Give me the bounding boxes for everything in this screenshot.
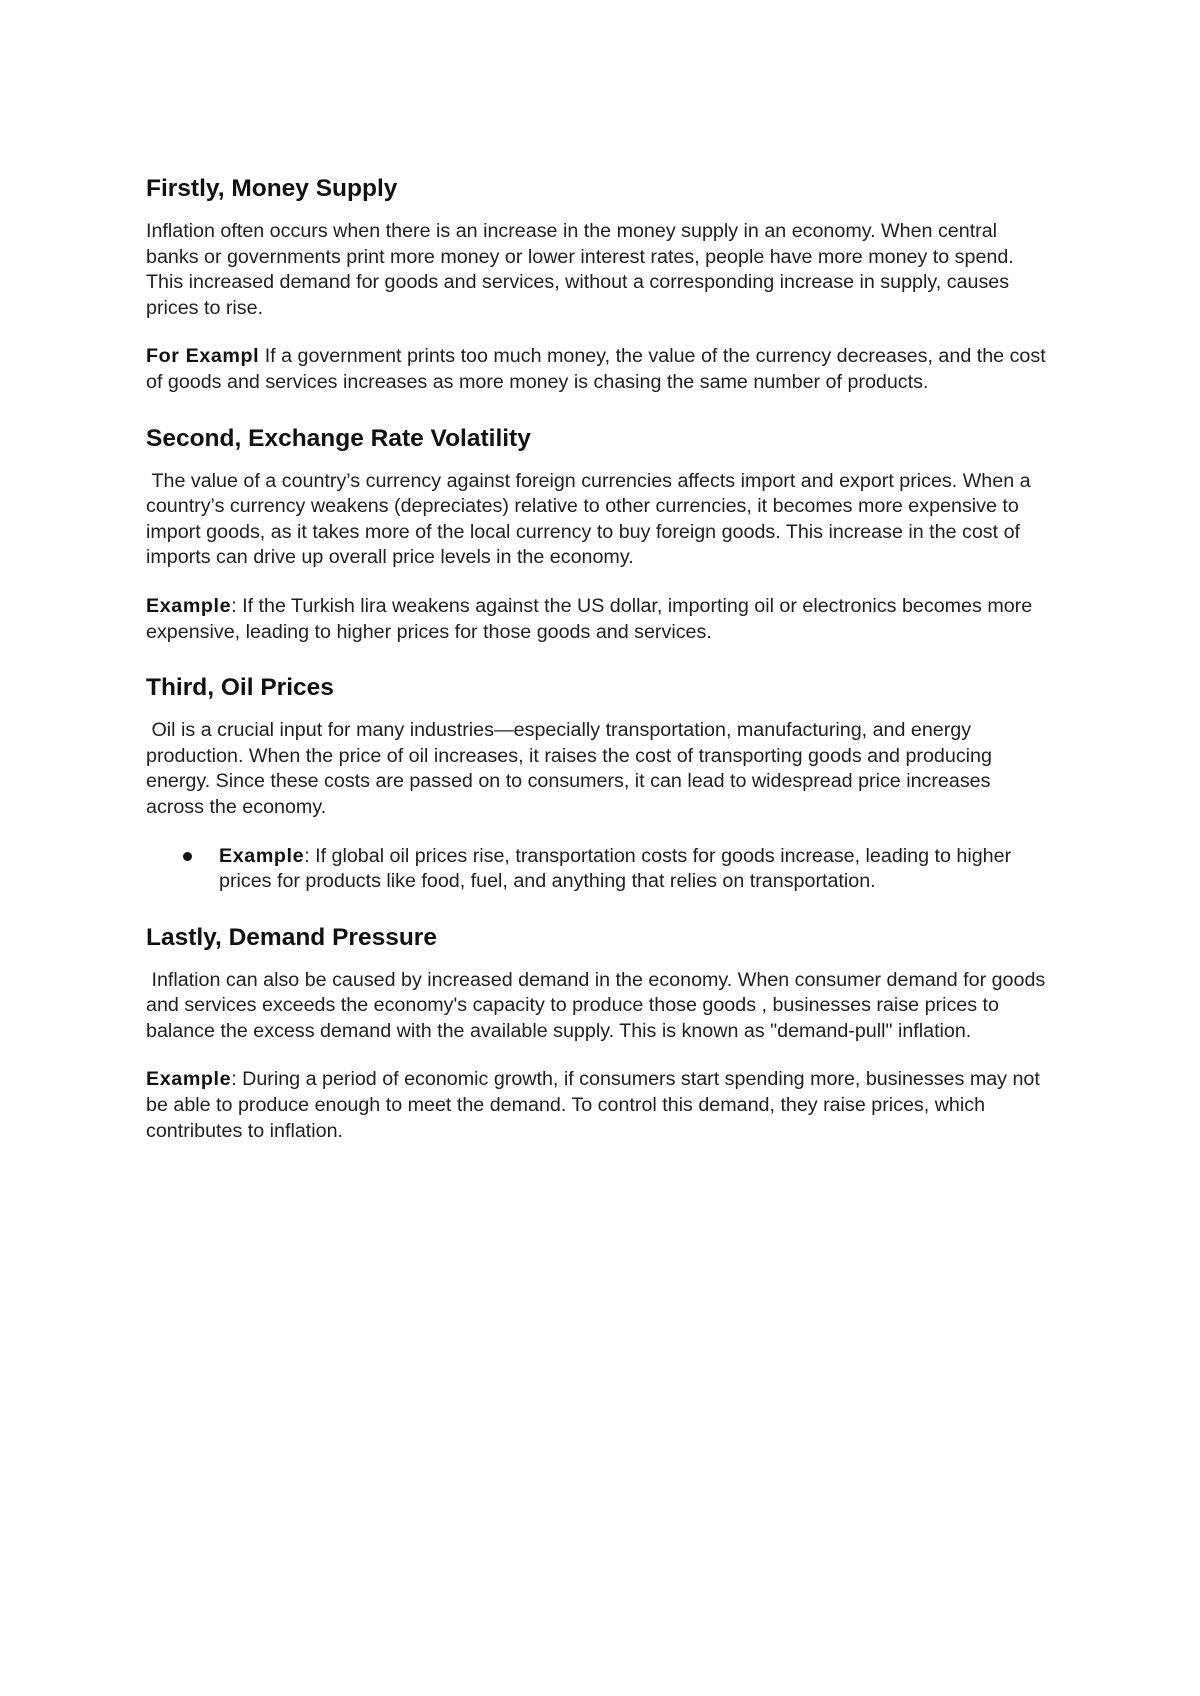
section-body-demand-pressure: Inflation can also be caused by increased demand in the economy. When consumer demand for goods and services exceeds the economy's capacity to produce those goods , businesses raise prices to balance the excess demand with the available supply. This is known as "demand-pull" inflation. xyxy=(146,968,1051,1042)
section-heading-exchange-rate: Second, Exchange Rate Volatility xyxy=(146,424,531,452)
example-label: For Exampl xyxy=(146,345,260,368)
example-label: Example xyxy=(219,844,305,867)
example-paragraph-demand-pressure xyxy=(146,1067,1046,1144)
example-label: Example xyxy=(146,1068,232,1091)
section-body-oil-prices: Oil is a crucial input for many industries—especially transportation, manufacturing, and energy production. When the price of oil increases, it raises the cost of transporting goods and producing energy. Since these costs are passed on to consumers, it can lead to widespread price increases across the economy. xyxy=(146,719,998,818)
example-text: : During a period of economic growth, if consumers start spending more, businesses may not be able to produce enough to meet the demand. To control this demand, they raise prices, which contributes to inflation. xyxy=(146,1068,1040,1142)
section-heading-demand-pressure: Lastly, Demand Pressure xyxy=(146,923,437,951)
example-text: If a government prints too much money, the value of the currency decreases, and the cost of goods and services increases as more money is chasing the same number of products. xyxy=(146,345,1046,393)
example-bullet-list xyxy=(146,844,1046,895)
bullet-dot-icon xyxy=(183,852,192,861)
example-text: : If global oil prices rise, transportation costs for goods increase, leading to higher prices for products like food, fuel, and anything that relies on transportation. xyxy=(219,844,1012,893)
section-heading-oil-prices: Third, Oil Prices xyxy=(146,674,334,702)
document-body xyxy=(146,172,1051,1144)
example-bullet-item-oil-prices xyxy=(146,844,1046,895)
example-label: Example xyxy=(146,594,232,617)
section-body-money-supply: Inflation often occurs when there is an increase in the money supply in an economy. When central banks or governments print more money or lower interest rates, people have more money to spend. This increased demand for goods and services, without a corresponding increase in supply, causes prices to rise. xyxy=(146,220,1014,319)
example-paragraph-exchange-rate xyxy=(146,594,1046,645)
section-heading-money-supply: Firstly, Money Supply xyxy=(146,175,398,202)
section-body-exchange-rate: The value of a country’s currency against foreign currencies affects import and export prices. When a country’s currency weakens (depreciates) relative to other currencies, it becomes more expensive to import goods, as it takes more of the local currency to buy foreign goods. This increase in the cost of imports can drive up overall price levels in the economy. xyxy=(146,469,1037,569)
example-text: : If the Turkish lira weakens against the US dollar, importing oil or electronics becomes more expensive, leading to higher prices for those goods and services. xyxy=(146,594,1033,643)
example-paragraph-money-supply xyxy=(146,344,1046,395)
